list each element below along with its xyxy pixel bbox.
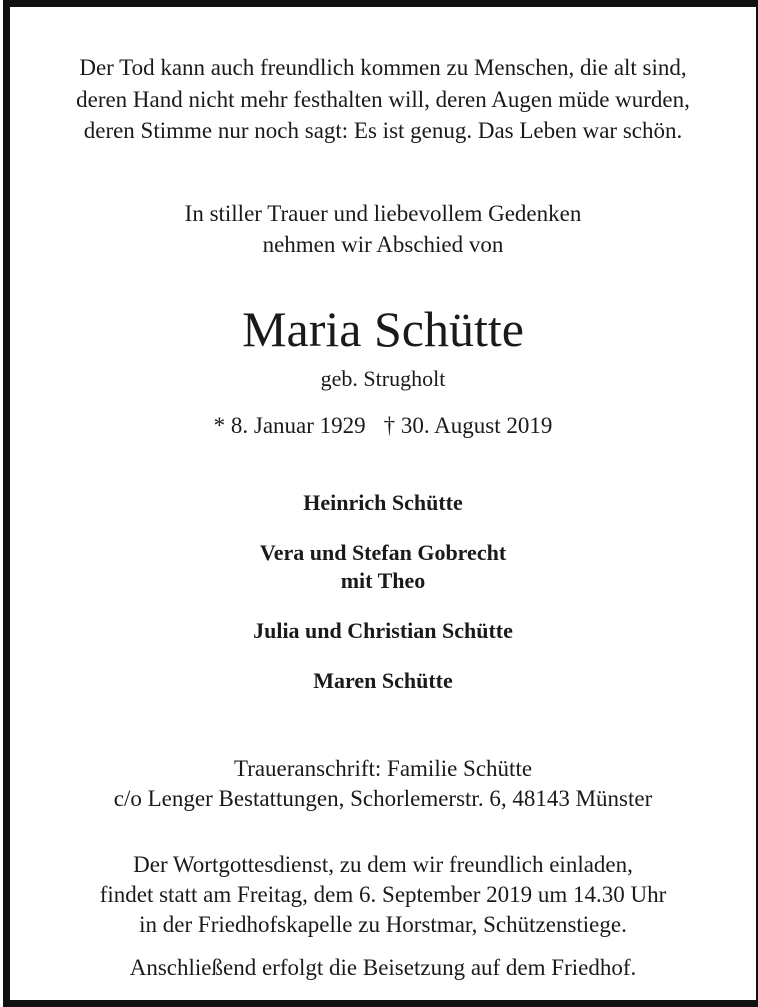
burial-info: Anschließend erfolgt die Beisetzung auf dem Friedhof.	[129, 955, 637, 980]
intro-line: nehmen wir Abschied von	[262, 232, 504, 257]
poem-line: Der Tod kann auch freundlich kommen zu Menschen, die alt sind,	[79, 55, 687, 80]
maiden-name: geb. Strugholt	[320, 366, 446, 391]
mourner-name: Julia und Christian Schütte	[253, 618, 513, 643]
farewell-intro	[10, 198, 756, 260]
service-line: findet statt am Freitag, dem 6. September 2019 um 14.30 Uhr	[99, 882, 667, 907]
mourner-name: Vera und Stefan Gobrecht	[259, 540, 507, 565]
mourner-name: Heinrich Schütte	[303, 490, 463, 515]
memorial-poem	[10, 52, 756, 147]
intro-line: In stiller Trauer und liebevollem Gedenken	[184, 201, 582, 226]
death-date: † 30. August 2019	[383, 413, 553, 438]
address-line: c/o Lenger Bestattungen, Schorlemerstr. 6, 48143 Münster	[113, 786, 653, 811]
mourning-address	[10, 754, 756, 814]
deceased-name: Maria Schütte	[242, 301, 524, 357]
poem-line: deren Hand nicht mehr festhalten will, deren Augen müde wurden,	[76, 86, 690, 112]
service-info	[10, 850, 756, 940]
obituary-notice	[3, 0, 758, 1007]
poem-line: deren Stimme nur noch sagt: Es ist genug. Das Leben war schön.	[83, 118, 683, 143]
service-line: Der Wortgottesdienst, zu dem wir freundlich einladen,	[133, 852, 633, 877]
address-line: Traueranschrift: Familie Schütte	[233, 756, 533, 781]
mourner-name: Maren Schütte	[313, 668, 453, 693]
service-line: in der Friedhofskapelle zu Horstmar, Schützenstiege.	[139, 912, 627, 937]
birth-date: * 8. Januar 1929	[213, 413, 366, 438]
life-dates	[10, 411, 756, 441]
mourner-name: mit Theo	[340, 568, 426, 593]
